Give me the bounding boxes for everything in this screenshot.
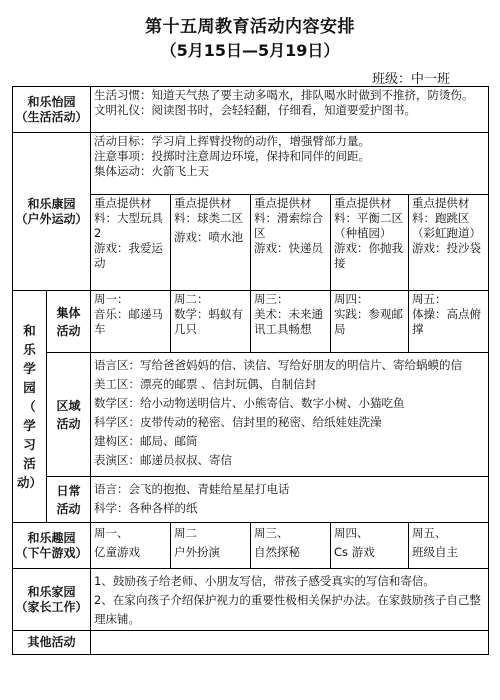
kangyuan-day-cell: [409, 195, 489, 291]
qiyuan-header-sub: （下午游戏）: [15, 545, 88, 560]
qita-header-main: 其他活动: [27, 635, 76, 649]
jiti-day: 周二：: [174, 292, 209, 306]
qiyuan-day-cell: [331, 523, 409, 569]
schedule-table: [12, 86, 489, 655]
quyu-line: 科学区：皮带传动的秘密、信封里的秘密、给纸娃娃洗澡: [94, 415, 382, 429]
qiyuan-day: 周二: [174, 526, 198, 540]
jiti-label: [47, 291, 91, 353]
row-xueyuan-quyu: [13, 353, 489, 477]
kangyuan-material: 重点提供材料：球类二区: [174, 196, 244, 225]
xueyuan-header-char: （: [23, 399, 36, 414]
qiyuan-day: 周五、: [412, 526, 447, 540]
richang-content: [91, 477, 489, 523]
kangyuan-game: 游戏：快递员: [254, 241, 324, 255]
quyu-label: [47, 353, 91, 477]
qiyuan-content: 户外扮演: [174, 545, 221, 559]
qiyuan-content: 自然探秘: [254, 545, 301, 559]
row-qiyuan: [13, 523, 489, 569]
kangyuan-game: 游戏：我爱运动: [94, 241, 164, 270]
document-subtitle: （5月15日—5月19日）: [160, 41, 340, 60]
xueyuan-header-char: 习: [23, 437, 36, 452]
class-label: 班级：中一班: [372, 72, 451, 87]
xueyuan-header-char: 学: [23, 418, 36, 433]
quyu-content: [91, 353, 489, 477]
quyu-line: 表演区：邮递员叔叔、寄信: [94, 453, 233, 467]
richang-label-line: 活动: [56, 501, 81, 516]
richang-line: 语言：会飞的抱抱、青蛙给星星打电话: [94, 482, 290, 496]
kangyuan-header: [13, 133, 91, 291]
qiyuan-day-cell: [409, 523, 489, 569]
quyu-line: 建构区：邮局、邮筒: [94, 434, 198, 448]
qiyuan-day: 周四、: [334, 526, 369, 540]
qiyuan-header-main: 和乐趣园: [27, 530, 76, 545]
jiti-day-cell: [171, 291, 251, 353]
jiti-day-cell: [409, 291, 489, 353]
jiayuan-line: 2、在家向孩子介绍保护视力的重要性极相关保护办法。在家鼓励孩子自己整理床铺。: [94, 593, 481, 626]
yiyuan-line: 文明礼仪：阅读图书时，会轻轻翻，仔细看，知道要爱护图书。: [94, 103, 417, 117]
kangyuan-material: 重点提供材料：跑跳区（彩虹跑道）: [412, 196, 482, 240]
kangyuan-line: 集体运动：火箭飞上天: [94, 164, 210, 178]
jiayuan-header-main: 和乐家园: [27, 584, 76, 599]
xueyuan-header-char: 活: [23, 456, 36, 471]
jiayuan-content: [91, 569, 489, 631]
xueyuan-header-char: 学: [23, 361, 36, 376]
richang-label: [47, 477, 91, 523]
row-kangyuan-goals: [13, 133, 489, 195]
quyu-line: 语言区：写给爸爸妈妈的信、读信、写给好朋友的明信片、寄给蜗蟆的信: [94, 358, 463, 372]
jiti-day-cell: [91, 291, 171, 353]
jiayuan-header-sub: （家长工作）: [15, 599, 88, 614]
yiyuan-header-main: 和乐怡园: [27, 94, 76, 109]
kangyuan-day-cell: [171, 195, 251, 291]
jiti-content: 体操：高点俯撑: [412, 307, 482, 336]
qiyuan-header: [13, 523, 91, 569]
xueyuan-header-char: 乐: [23, 342, 36, 357]
row-qita: [13, 631, 489, 655]
row-yiyuan: [13, 87, 489, 133]
kangyuan-game: 游戏：投沙袋: [412, 241, 482, 255]
xueyuan-header-char: 动）: [16, 475, 42, 490]
kangyuan-goals: [91, 133, 489, 195]
jiti-day-cell: [251, 291, 331, 353]
qiyuan-content: 班级自主: [412, 545, 459, 559]
kangyuan-material: 重点提供材料：平衡二区（种植园）: [334, 196, 404, 240]
qita-content: [91, 631, 489, 655]
jiti-label-line: 集体: [56, 305, 81, 320]
kangyuan-game: 游戏：喷水池: [174, 230, 244, 244]
qiyuan-content: 亿童游戏: [94, 545, 141, 559]
jiti-content: 音乐：邮递马车: [94, 307, 164, 336]
jiti-day-cell: [331, 291, 409, 353]
row-jiayuan: [13, 569, 489, 631]
quyu-label-line: 区域: [56, 398, 81, 413]
jiayuan-line: 1、鼓励孩子给老师、小朋友写信，带孩子感受真实的写信和寄信。: [94, 574, 435, 588]
kangyuan-header-main: 和乐康园: [27, 196, 76, 211]
quyu-line: 美工区：漂亮的邮票 、信封玩偶、自制信封: [94, 377, 317, 391]
qita-header: [13, 631, 91, 655]
row-xueyuan-richang: [13, 477, 489, 523]
jiti-day: 周四：: [334, 292, 369, 306]
kangyuan-game: 游戏：你抛我接: [334, 241, 404, 270]
jiti-day: 周三：: [254, 292, 289, 306]
jiti-content: 数学：蚂蚁有几只: [174, 307, 244, 336]
qiyuan-day: 周三、: [254, 526, 289, 540]
kangyuan-header-sub: （户外运动）: [15, 211, 88, 226]
qiyuan-day-cell: [251, 523, 331, 569]
kangyuan-day-cell: [251, 195, 331, 291]
quyu-label-line: 活动: [56, 416, 81, 431]
kangyuan-day-cell: [331, 195, 409, 291]
kangyuan-material: 重点提供材料：大型玩具2: [94, 196, 164, 240]
qiyuan-day-cell: [171, 523, 251, 569]
kangyuan-material: 重点提供材料：滑索综合区: [254, 196, 324, 240]
qiyuan-content: Cs 游戏: [334, 545, 375, 559]
yiyuan-content: [91, 87, 489, 133]
xueyuan-header: [13, 291, 47, 523]
richang-label-line: 日常: [56, 483, 81, 498]
jiti-label-line: 活动: [56, 323, 81, 338]
yiyuan-header: [13, 87, 91, 133]
richang-line: 科学：各种各样的纸: [94, 501, 198, 515]
row-xueyuan-jiti: [13, 291, 489, 353]
qiyuan-day: 周一、: [94, 526, 129, 540]
jiti-content: 实践：参观邮局: [334, 307, 404, 336]
quyu-line: 数学区：给小动物送明信片、小熊寄信、数字小树、小猫吃鱼: [94, 396, 405, 410]
document-title: 第十五周教育活动内容安排: [145, 17, 355, 37]
xueyuan-header-char: 和: [23, 323, 36, 338]
yiyuan-line: 生活习惯：知道天气热了要主动多喝水，排队喝水时做到不推挤，防烫伤。: [94, 88, 474, 102]
jiayuan-header: [13, 569, 91, 631]
yiyuan-header-sub: （生活活动）: [15, 109, 88, 124]
jiti-content: 美术：未来通讯工具畅想: [254, 307, 324, 336]
kangyuan-line: 注意事项：投掷时注意周边环境，保持和同伴的间距。: [94, 149, 371, 163]
jiti-day: 周五：: [412, 292, 447, 306]
kangyuan-day-cell: [91, 195, 171, 291]
jiti-day: 周一：: [94, 292, 129, 306]
qiyuan-day-cell: [91, 523, 171, 569]
xueyuan-header-char: 园: [23, 380, 36, 395]
kangyuan-line: 活动目标：学习肩上挥臂投物的动作，增强臂部力量。: [94, 134, 371, 148]
